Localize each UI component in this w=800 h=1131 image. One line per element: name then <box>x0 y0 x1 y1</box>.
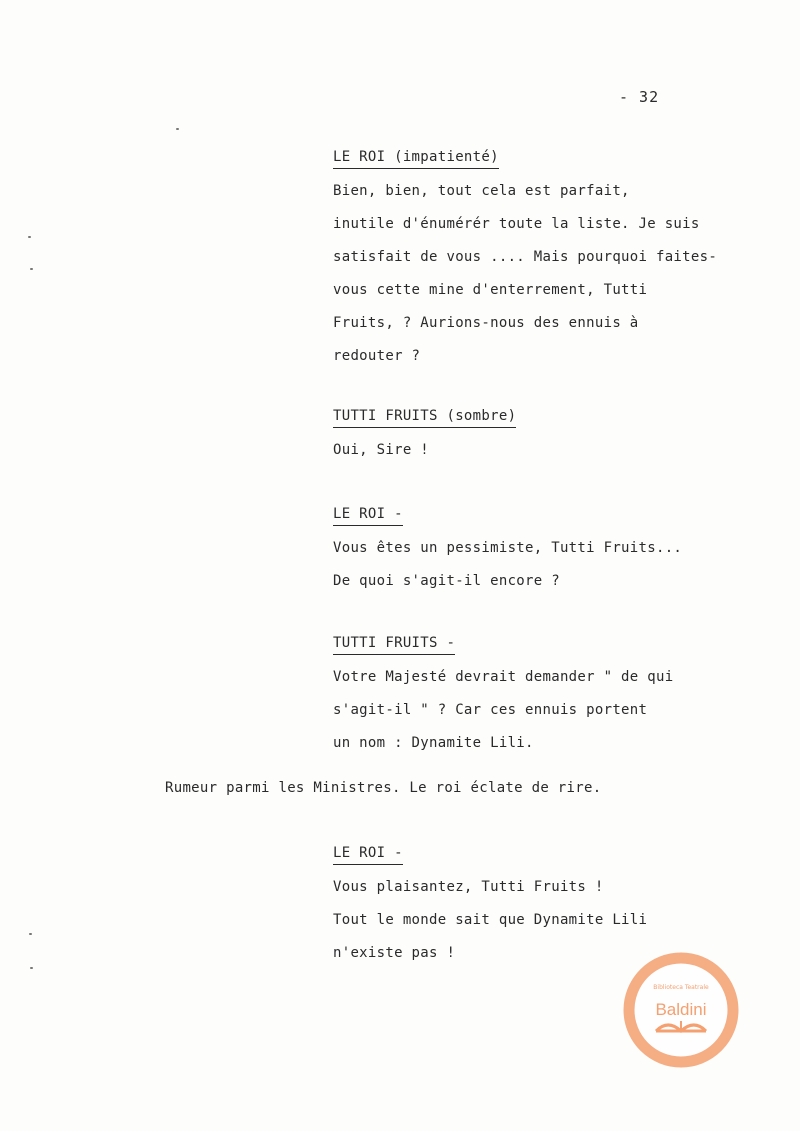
dialogue-line: Tout le monde sait que Dynamite Lili <box>333 912 648 928</box>
paper-speck <box>29 933 32 935</box>
dialogue-block <box>333 146 783 373</box>
dialogue-block <box>333 503 783 598</box>
dialogue-line: s'agit-il " ? Car ces ennuis portent <box>333 702 648 718</box>
paper-speck <box>30 967 33 969</box>
stamp-top-text: Biblioteca Teatrale <box>653 984 709 991</box>
dialogue-line: Vous plaisantez, Tutti Fruits ! <box>333 879 604 895</box>
dialogue-block <box>333 632 783 760</box>
speaker-name: LE ROI - <box>333 842 403 865</box>
dialogue-line: Vous êtes un pessimiste, Tutti Fruits... <box>333 540 683 556</box>
dialogue-block <box>333 405 783 467</box>
stamp-seal-icon <box>622 951 740 1069</box>
stage-direction: Rumeur parmi les Ministres. Le roi éclate de rire. <box>165 780 602 796</box>
dialogue-line: Fruits, ? Aurions-nous des ennuis à <box>333 315 639 331</box>
dialogue-line: inutile d'énumérér toute la liste. Je suis <box>333 216 700 232</box>
speaker-name: LE ROI (impatienté) <box>333 146 499 169</box>
dialogue-line: De quoi s'agit-il encore ? <box>333 573 560 589</box>
dialogue-line: vous cette mine d'enterrement, Tutti <box>333 282 648 298</box>
paper-speck <box>28 236 31 238</box>
speaker-name: TUTTI FRUITS (sombre) <box>333 405 516 428</box>
speaker-name: LE ROI - <box>333 503 403 526</box>
speaker-name: TUTTI FRUITS - <box>333 632 455 655</box>
dialogue-line: Oui, Sire ! <box>333 442 430 458</box>
paper-speck <box>30 268 33 270</box>
library-stamp <box>622 951 740 1069</box>
page-number: - 32 <box>619 88 660 106</box>
dialogue-line: Bien, bien, tout cela est parfait, <box>333 183 630 199</box>
dialogue-line: satisfait de vous .... Mais pourquoi faites- <box>333 249 718 265</box>
paper-speck <box>176 128 179 130</box>
dialogue-line: redouter ? <box>333 348 421 364</box>
dialogue-line: un nom : Dynamite Lili. <box>333 735 534 751</box>
dialogue-line: Votre Majesté devrait demander " de qui <box>333 669 674 685</box>
stamp-name: Baldini <box>655 1000 707 1019</box>
dialogue-line: n'existe pas ! <box>333 945 456 961</box>
